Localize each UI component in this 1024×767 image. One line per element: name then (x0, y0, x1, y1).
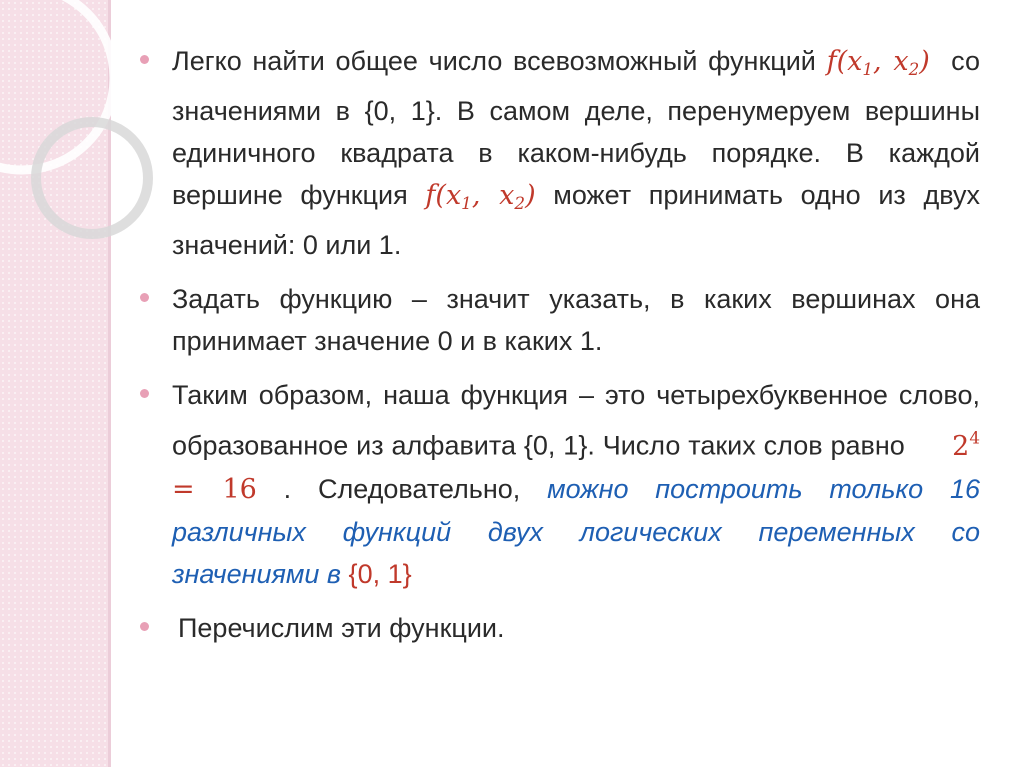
bullet-icon (140, 389, 149, 398)
paragraph-4 (140, 607, 980, 649)
paragraph-3 (140, 374, 980, 595)
p4-text: Перечислим эти функции. (178, 612, 505, 643)
p2-text: Задать функцию – значит указать, в каких вершинах она принимает значение 0 и в каких 1. (172, 284, 980, 357)
slide-content (140, 40, 980, 661)
p3-text-1: Таким образом, наша функция – это четырехбуквенное слово, образованное из алфавита {0, 1}. Число таких слов равно (172, 380, 980, 461)
var-x1: x (847, 46, 863, 77)
p1-text-1: Легко найти общее число всевозможный функций (172, 46, 816, 76)
p1-text-3: . В самом деле, перенумеруем вершины единичного квадрата в каком-нибудь порядке. В каждой вершине функция (172, 96, 981, 211)
paragraph-2 (140, 278, 980, 362)
p3-set: {0, 1} (348, 558, 412, 589)
bullet-icon (140, 622, 149, 631)
math-function-2: $f(x_1$, $x_2$) (425, 180, 536, 214)
var-x1: x (445, 180, 462, 212)
var-x2: x (499, 180, 515, 212)
deco-circle-large (0, 0, 114, 170)
math-function-1: $f(x_1$, $x_2$) (826, 46, 930, 80)
p3-text-2: . Следовательно, (283, 473, 521, 504)
sub-2: 2 (514, 193, 526, 214)
p1-text-4: может принимать одно из двух значений: 0 или 1. (172, 180, 980, 261)
power-base: 2 (952, 430, 970, 462)
power-result: = 16 (172, 473, 257, 505)
f-name: f (826, 46, 837, 77)
power-exponent: 4 (969, 427, 981, 448)
p1-set: {0, 1} (364, 96, 435, 127)
p3-highlight-text: можно построить только 16 различных функций двух логических переменных со значениями в (172, 473, 980, 589)
var-x2: x (893, 46, 909, 77)
f-name: f (425, 180, 436, 212)
paragraph-1 (140, 40, 980, 266)
sub-2: 2 (908, 59, 920, 80)
decorative-circles (0, 0, 130, 260)
sub-1: 1 (461, 193, 472, 214)
sub-1: 1 (862, 59, 874, 80)
p1-text-2: со значениями в (172, 46, 980, 127)
bullet-icon (140, 55, 149, 64)
bullet-icon (140, 293, 149, 302)
